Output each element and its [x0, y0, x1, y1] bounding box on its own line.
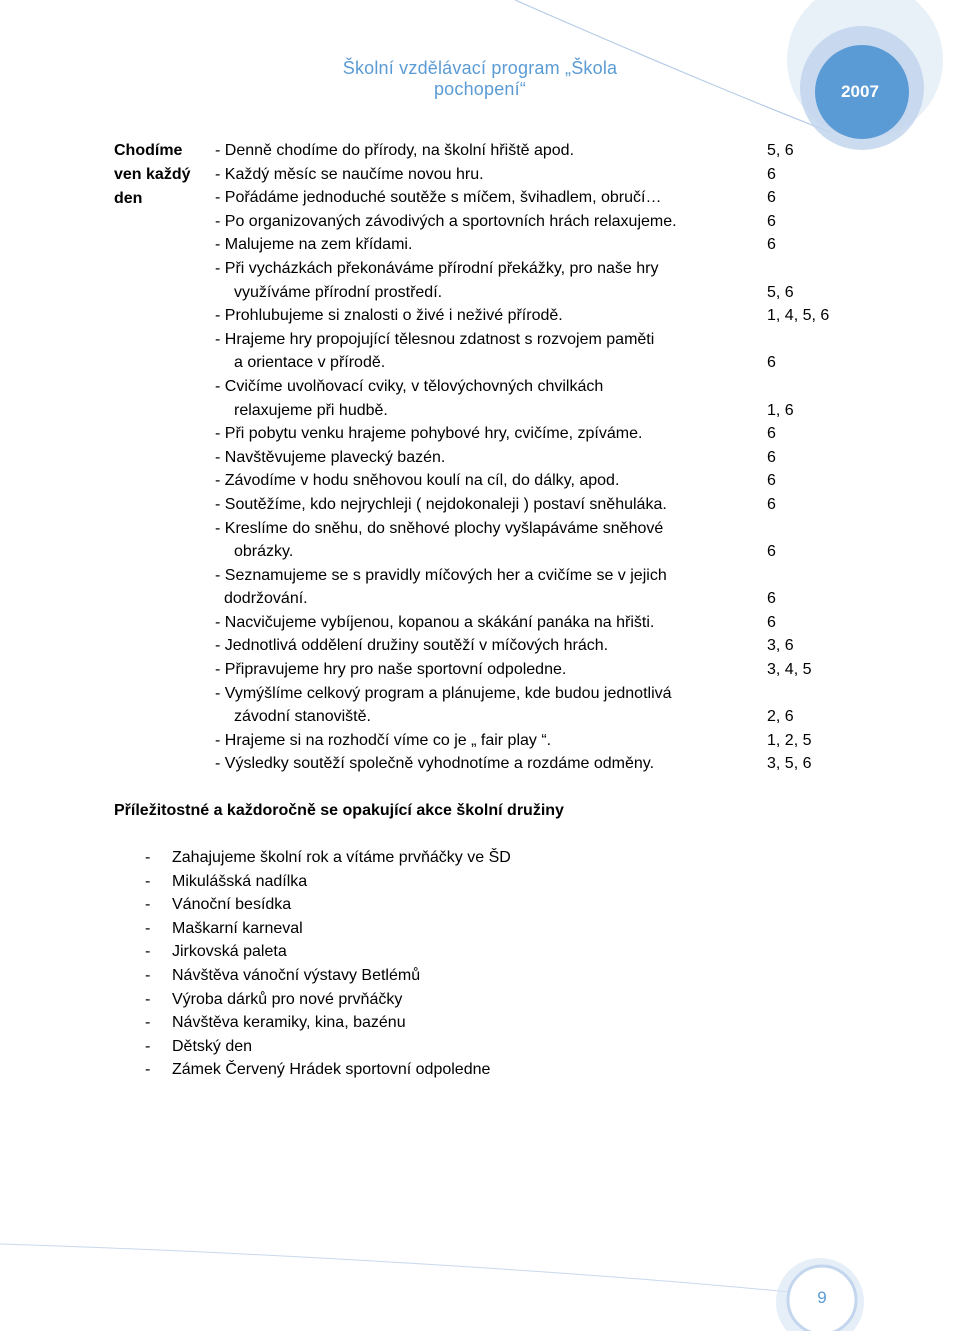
bullet-dash: -	[145, 849, 151, 866]
list-item	[0, 469, 960, 493]
list-item	[0, 658, 960, 682]
event-item	[0, 1058, 960, 1082]
list-item	[0, 446, 960, 470]
activity-goal-numbers: 6	[767, 165, 776, 183]
activity-goal-numbers: 6	[767, 448, 776, 466]
activity-text: - Cvičíme uvolňovací cviky, v tělovýchovných chvilkách	[215, 377, 604, 395]
activity-goal-numbers: 3, 5, 6	[767, 755, 812, 773]
list-item	[0, 304, 960, 328]
section-label-line: Chodíme	[114, 142, 183, 159]
activity-goal-numbers: 6	[767, 472, 776, 490]
activity-text: a orientace v přírodě.	[234, 354, 386, 372]
list-item	[0, 163, 960, 187]
activity-goal-numbers: 5, 6	[767, 283, 794, 301]
activity-goal-numbers: 3, 4, 5	[767, 661, 812, 679]
bullet-dash: -	[145, 990, 151, 1008]
activity-text: - Vymýšlíme celkový program a plánujeme, kde budou jednotlivá	[215, 684, 672, 702]
list-item	[0, 257, 960, 281]
activity-goal-numbers: 6	[767, 425, 776, 443]
activity-goal-numbers: 6	[767, 212, 776, 230]
bullet-dash: -	[145, 1061, 151, 1079]
activity-text: - Prohlubujeme si znalosti o živé i neživé přírodě.	[215, 307, 563, 325]
activity-text: - Denně chodíme do přírody, na školní hřiště apod.	[215, 142, 575, 159]
event-text: Dětský den	[172, 1037, 253, 1055]
event-item	[0, 893, 960, 917]
event-item	[0, 846, 960, 870]
list-item	[0, 399, 960, 423]
event-text: Zámek Červený Hrádek sportovní odpoledne	[172, 1061, 491, 1079]
activity-goal-numbers: 6	[767, 189, 776, 207]
activity-text: - Při pobytu venku hrajeme pohybové hry, cvičíme, zpíváme.	[215, 425, 643, 443]
list-item	[0, 611, 960, 635]
activity-goal-numbers: 2, 6	[767, 708, 794, 726]
activity-text: - Po organizovaných závodivých a sportovních hrách relaxujeme.	[215, 212, 677, 230]
year-badge: 2007	[841, 82, 879, 101]
events-list	[0, 846, 960, 1082]
list-item	[0, 186, 960, 210]
activity-goal-numbers: 1, 2, 5	[767, 731, 812, 749]
activity-text: - Výsledky soutěží společně vyhodnotíme a rozdáme odměny.	[215, 755, 655, 773]
bullet-dash: -	[145, 919, 151, 937]
bullet-dash: -	[145, 943, 151, 961]
list-item	[0, 517, 960, 541]
event-item	[0, 940, 960, 964]
event-item	[0, 870, 960, 894]
bullet-dash: -	[145, 1014, 151, 1032]
activity-goal-numbers: 6	[767, 354, 776, 372]
section-label-line: den	[114, 190, 143, 207]
activity-goal-numbers: 6	[767, 495, 776, 513]
event-item	[0, 917, 960, 941]
list-item	[0, 493, 960, 517]
footer-decoration	[0, 1230, 960, 1331]
list-item	[0, 351, 960, 375]
activity-text: - Navštěvujeme plavecký bazén.	[215, 448, 446, 466]
activity-goal-numbers: 1, 4, 5, 6	[767, 307, 830, 325]
list-item	[0, 587, 960, 611]
bullet-dash: -	[145, 872, 151, 890]
event-text: Vánoční besídka	[172, 896, 292, 914]
list-item	[0, 328, 960, 352]
bullet-dash: -	[145, 896, 151, 914]
section-label-line: ven každý	[114, 166, 191, 183]
event-text: Zahajujeme školní rok a vítáme prvňáčky ve ŠD	[172, 849, 511, 866]
page-number: 9	[817, 1288, 827, 1307]
event-text: Jirkovská paleta	[172, 943, 287, 961]
event-item	[0, 1035, 960, 1059]
list-item	[0, 281, 960, 305]
list-item	[0, 139, 960, 163]
activity-text: - Malujeme na zem křídami.	[215, 236, 413, 254]
activity-text: dodržování.	[224, 590, 308, 608]
list-item	[0, 752, 960, 776]
activity-goal-numbers: 5, 6	[767, 142, 794, 159]
list-item	[0, 634, 960, 658]
activity-goal-numbers: 3, 6	[767, 637, 794, 655]
event-text: Výroba dárků pro nové prvňáčky	[172, 990, 403, 1008]
activity-text: - Každý měsíc se naučíme novou hru.	[215, 165, 484, 183]
list-item	[0, 210, 960, 234]
activity-goal-numbers: 6	[767, 590, 776, 608]
event-text: Maškarní karneval	[172, 919, 303, 937]
activity-text: - Závodíme v hodu sněhovou koulí na cíl, do dálky, apod.	[215, 472, 620, 490]
activity-text: obrázky.	[234, 543, 294, 561]
activity-text: - Hrajeme hry propojující tělesnou zdatnost s rozvojem paměti	[215, 330, 655, 348]
activity-text: - Pořádáme jednoduché soutěže s míčem, švihadlem, obručí…	[215, 189, 662, 207]
bullet-dash: -	[145, 966, 151, 984]
activity-goal-numbers: 6	[767, 543, 776, 561]
activity-text: závodní stanoviště.	[234, 708, 371, 726]
list-item	[0, 375, 960, 399]
list-item	[0, 682, 960, 706]
activity-text: - Připravujeme hry pro naše sportovní odpoledne.	[215, 661, 567, 679]
header-title: Školní vzdělávací program „Škola pochopení“	[342, 58, 618, 99]
list-item	[0, 233, 960, 257]
activity-list	[0, 139, 960, 776]
list-item	[0, 540, 960, 564]
activity-text: - Nacvičujeme vybíjenou, kopanou a skákání panáka na hřišti.	[215, 613, 655, 631]
activity-text: - Seznamujeme se s pravidly míčových her a cvičíme se v jejich	[215, 566, 667, 584]
activity-text: - Při vycházkách překonáváme přírodní překážky, pro naše hry	[215, 259, 659, 277]
event-item	[0, 964, 960, 988]
activity-text: - Jednotlivá oddělení družiny soutěží v míčových hrách.	[215, 637, 609, 655]
activity-goal-numbers: 6	[767, 613, 776, 631]
list-item	[0, 729, 960, 753]
activity-text: relaxujeme při hudbě.	[234, 401, 388, 419]
list-item	[0, 564, 960, 588]
event-text: Mikulášská nadílka	[172, 872, 308, 890]
event-item	[0, 1011, 960, 1035]
event-text: Návštěva vánoční výstavy Betlémů	[172, 966, 421, 984]
activity-goal-numbers: 6	[767, 236, 776, 254]
event-item	[0, 988, 960, 1012]
activity-text: využíváme přírodní prostředí.	[234, 283, 443, 301]
list-item	[0, 422, 960, 446]
activity-goal-numbers: 1, 6	[767, 401, 794, 419]
activity-text: - Kreslíme do sněhu, do sněhové plochy vyšlapáváme sněhové	[215, 519, 664, 537]
activity-text: - Soutěžíme, kdo nejrychleji ( nejdokonaleji ) postaví sněhuláka.	[215, 495, 667, 513]
bullet-dash: -	[145, 1037, 151, 1055]
activity-text: - Hrajeme si na rozhodčí víme co je „ fair play “.	[215, 731, 552, 749]
event-text: Návštěva keramiky, kina, bazénu	[172, 1014, 406, 1032]
events-heading: Příležitostné a každoročně se opakující akce školní družiny	[114, 802, 564, 819]
list-item	[0, 705, 960, 729]
